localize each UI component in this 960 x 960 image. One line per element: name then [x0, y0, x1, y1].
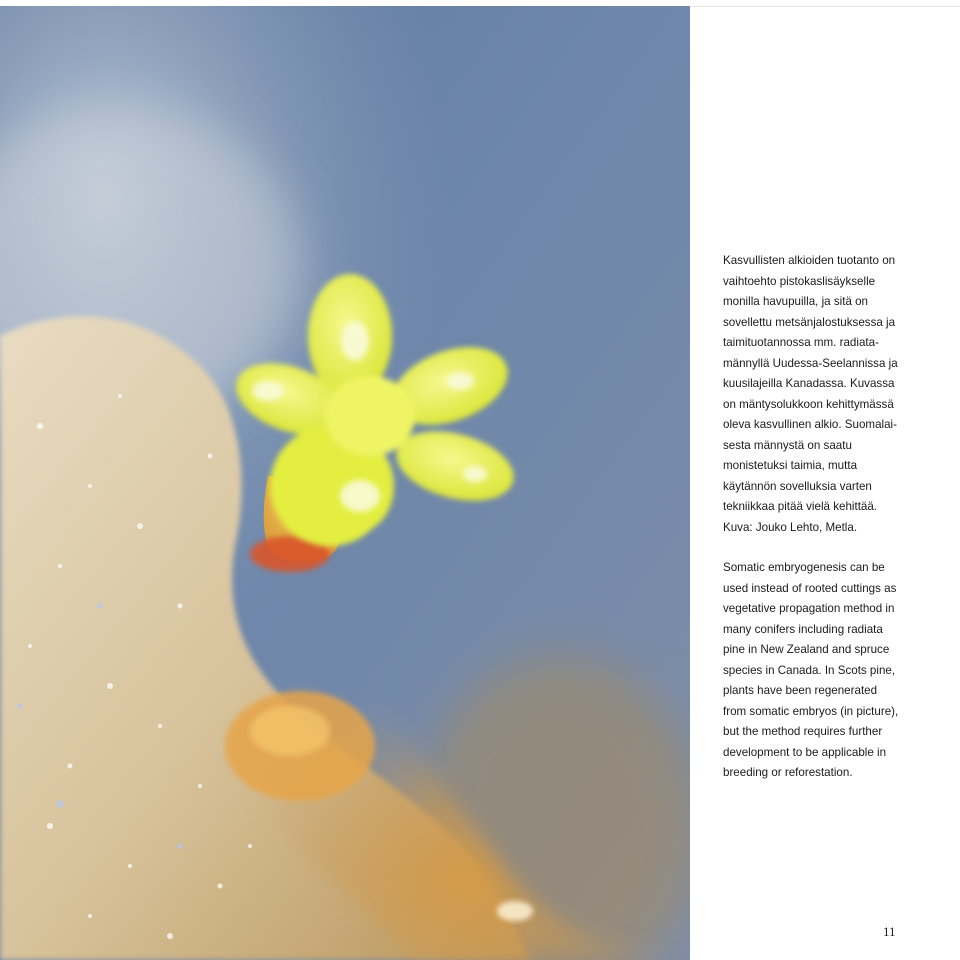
caption-line: but the method requires further: [723, 725, 883, 738]
caption-line: species in Canada. In Scots pine,: [723, 663, 896, 677]
caption-line: vegetative propagation method in: [723, 602, 895, 615]
embryo-photograph: [0, 6, 690, 960]
caption-english: [723, 558, 923, 784]
caption-line: käytännön sovelluksia varten: [723, 479, 872, 493]
caption-line: vaihtoehto pistokaslisäykselle: [723, 274, 876, 288]
caption-line: Kasvullisten alkioiden tuotanto on: [723, 254, 896, 267]
caption-line: on mäntysolukkoon kehittymässä: [723, 397, 894, 411]
caption-line: plants have been regenerated: [723, 684, 878, 697]
caption-line: männyllä Uudessa-Seelannissa ja: [723, 356, 898, 370]
photo-credit: Kuva: Jouko Lehto, Metla.: [723, 520, 858, 534]
caption-line: monistetuksi taimia, mutta: [723, 459, 858, 472]
caption-line: taimituotannossa mm. radiata-: [723, 336, 879, 349]
caption-finnish: [723, 251, 923, 538]
caption-line: from somatic embryos (in picture),: [723, 704, 899, 718]
caption-line: kuusilajeilla Kanadassa. Kuvassa: [723, 377, 895, 390]
caption-line: tekniikkaa pitää vielä kehittää.: [723, 500, 878, 513]
caption-line: many conifers including radiata: [723, 622, 883, 636]
caption-line: development to be applicable in: [723, 745, 887, 759]
caption-line: pine in New Zealand and spruce: [723, 643, 890, 656]
caption-line: breeding or reforestation.: [723, 766, 853, 779]
caption-line: monilla havupuilla, ja sitä on: [723, 295, 869, 308]
caption-line: sesta männystä on saatu: [723, 438, 852, 452]
caption-line: sovellettu metsänjalostuksessa ja: [723, 315, 896, 329]
caption-column: [723, 251, 923, 784]
caption-line: oleva kasvullinen alkio. Suomalai-: [723, 418, 897, 431]
caption-line: Somatic embryogenesis can be: [723, 561, 885, 574]
page-number: 11: [883, 924, 896, 939]
caption-line: used instead of rooted cuttings as: [723, 581, 897, 595]
